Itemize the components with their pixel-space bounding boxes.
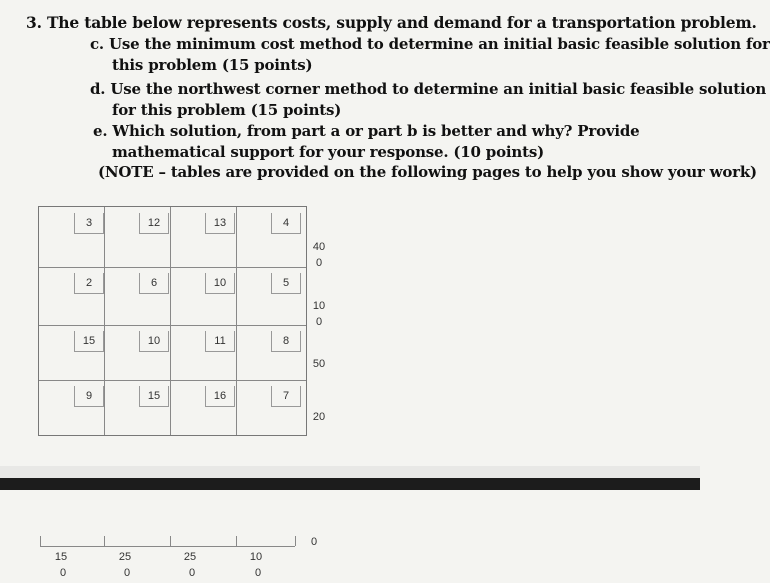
total-remaining: 0 <box>311 536 318 548</box>
question-line-7: mathematical support for your response. (10 points) <box>112 143 544 161</box>
supply-value: 50 <box>312 358 326 370</box>
cost-cell: 10 <box>139 331 169 352</box>
question-line-4: d. Use the northwest corner method to determine an initial basic feasible solution <box>90 80 767 98</box>
question-line-5: for this problem (15 points) <box>112 101 342 119</box>
supply-value: 20 <box>312 411 326 423</box>
demand-tick <box>295 536 296 546</box>
cost-table <box>38 206 307 436</box>
demand-tick <box>170 536 171 546</box>
cost-cell: 4 <box>271 213 301 234</box>
cost-cell: 16 <box>205 386 235 407</box>
demand-tick <box>104 536 105 546</box>
cost-cell: 11 <box>205 331 235 352</box>
demand-value: 25 <box>118 551 132 563</box>
question-line-1: 3. The table below represents costs, supply and demand for a transportation problem. <box>26 13 757 32</box>
supply-value: 10 <box>312 300 326 312</box>
cost-cell: 13 <box>205 213 235 234</box>
supply-remaining: 0 <box>315 257 323 269</box>
demand-value: 25 <box>183 551 197 563</box>
page-edge-shadow <box>0 466 700 478</box>
cost-cell: 7 <box>271 386 301 407</box>
demand-remaining: 0 <box>254 567 262 579</box>
cost-cell: 15 <box>139 386 169 407</box>
table-column-divider <box>104 207 105 435</box>
table-row-divider <box>39 325 306 326</box>
table-row-divider <box>39 267 306 268</box>
table-column-divider <box>236 207 237 435</box>
demand-remaining: 0 <box>59 567 67 579</box>
demand-remaining: 0 <box>188 567 196 579</box>
cost-cell: 15 <box>74 331 104 352</box>
cost-cell: 5 <box>271 273 301 294</box>
supply-remaining: 0 <box>315 316 323 328</box>
demand-row-border <box>40 546 295 547</box>
question-line-6: e. Which solution, from part a or part b is better and why? Provide <box>93 122 640 140</box>
table-row-divider <box>39 380 306 381</box>
question-line-2: c. Use the minimum cost method to determine an initial basic feasible solution for <box>90 35 770 53</box>
supply-value: 40 <box>312 241 326 253</box>
cost-cell: 10 <box>205 273 235 294</box>
demand-value: 15 <box>54 551 68 563</box>
demand-remaining: 0 <box>123 567 131 579</box>
cost-cell: 2 <box>74 273 104 294</box>
question-line-8: (NOTE – tables are provided on the following pages to help you show your work) <box>98 163 757 181</box>
demand-value: 10 <box>249 551 263 563</box>
page-divider-band <box>0 478 700 490</box>
demand-tick <box>40 536 41 546</box>
cost-cell: 12 <box>139 213 169 234</box>
cost-cell: 9 <box>74 386 104 407</box>
cost-cell: 3 <box>74 213 104 234</box>
demand-tick <box>236 536 237 546</box>
cost-cell: 6 <box>139 273 169 294</box>
table-column-divider <box>170 207 171 435</box>
question-line-3: this problem (15 points) <box>112 56 313 74</box>
cost-cell: 8 <box>271 331 301 352</box>
